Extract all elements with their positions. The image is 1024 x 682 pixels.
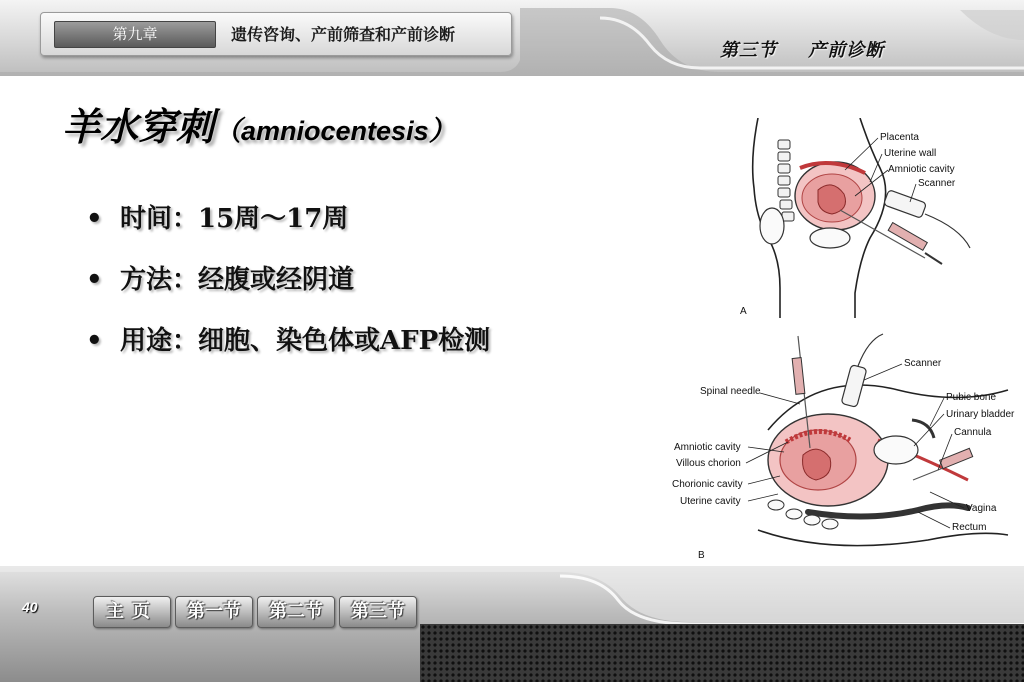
urinary-bladder — [874, 436, 918, 464]
label-cannula: Cannula — [954, 427, 992, 438]
leader-line — [914, 414, 944, 446]
label-spinal-needle: Spinal needle — [700, 386, 761, 397]
label-villous-chorion: Villous chorion — [676, 458, 741, 469]
section-nav — [93, 596, 417, 628]
slide-title-latin: （amniocentesis） — [214, 116, 456, 146]
bullet-item — [86, 198, 490, 259]
scanner-cable — [858, 334, 883, 366]
label-uterine-cavity: Uterine cavity — [680, 496, 741, 507]
slide-title — [62, 96, 456, 151]
leader-line — [760, 393, 800, 404]
chapter-frame — [40, 12, 512, 56]
spinal-syringe-barrel — [792, 358, 805, 395]
leader-line — [918, 512, 950, 528]
slide-title-cn: 羊水穿刺 — [62, 104, 215, 149]
label-chorionic-cavity: Chorionic cavity — [672, 479, 743, 490]
amniocentesis-figure-a — [720, 118, 1000, 323]
scanner-cable — [925, 214, 970, 248]
bullet-marker: • — [86, 326, 103, 356]
label-uterine-wall: Uterine wall — [884, 148, 937, 159]
section-2-button[interactable]: 第二节 — [257, 596, 335, 628]
bullet-marker: • — [86, 265, 103, 295]
pelvis — [760, 208, 784, 244]
scanner-probe — [883, 190, 926, 219]
bladder — [810, 228, 850, 248]
section-title: 第三节 产前诊断 — [720, 40, 885, 61]
section-3-button[interactable]: 第三节 — [339, 596, 417, 628]
embryo — [803, 449, 831, 480]
bullet-text-time: 时间：15周～17周 — [120, 204, 349, 234]
header-band — [0, 0, 1024, 76]
footer-band — [0, 566, 1024, 682]
panel-label-b: B — [698, 550, 705, 561]
vertebrae — [778, 140, 794, 221]
amniocentesis-figure-b — [668, 330, 1020, 566]
label-urinary-bladder: Urinary bladder — [946, 409, 1015, 420]
bullet-item — [86, 320, 490, 381]
label-amniotic-cavity: Amniotic cavity — [674, 442, 741, 453]
chapter-title: 遗传咨询、产前筛查和产前诊断 — [231, 25, 456, 44]
bullet-text-use: 用途：细胞、染色体或AFP检测 — [120, 326, 491, 356]
syringe-barrel — [888, 223, 927, 251]
label-scanner: Scanner — [904, 358, 942, 369]
label-pubic-bone: Pubic bone — [946, 392, 997, 403]
label-placenta: Placenta — [880, 132, 919, 143]
syringe-plunger — [925, 253, 942, 264]
page-number: 40 — [22, 599, 38, 615]
pubic-bone — [912, 420, 934, 438]
section-1-button[interactable]: 第一节 — [175, 596, 253, 628]
panel-label-a: A — [740, 306, 747, 317]
label-rectum: Rectum — [952, 522, 987, 533]
speaker-grille-decoration — [420, 624, 1024, 682]
bullet-text-method: 方法：经腹或经阴道 — [120, 265, 355, 295]
cannula-syringe-barrel — [940, 448, 973, 468]
rectum — [808, 505, 968, 516]
leader-line — [864, 364, 902, 380]
bullet-list — [86, 198, 490, 381]
label-amniotic-cavity: Amniotic cavity — [888, 164, 955, 175]
chapter-tag: 第九章 — [54, 21, 216, 48]
bullet-item — [86, 259, 490, 320]
home-button[interactable]: 主页 — [93, 596, 171, 628]
label-vagina: Vagina — [966, 503, 997, 514]
bullet-marker: • — [86, 204, 103, 234]
label-scanner: Scanner — [918, 178, 956, 189]
